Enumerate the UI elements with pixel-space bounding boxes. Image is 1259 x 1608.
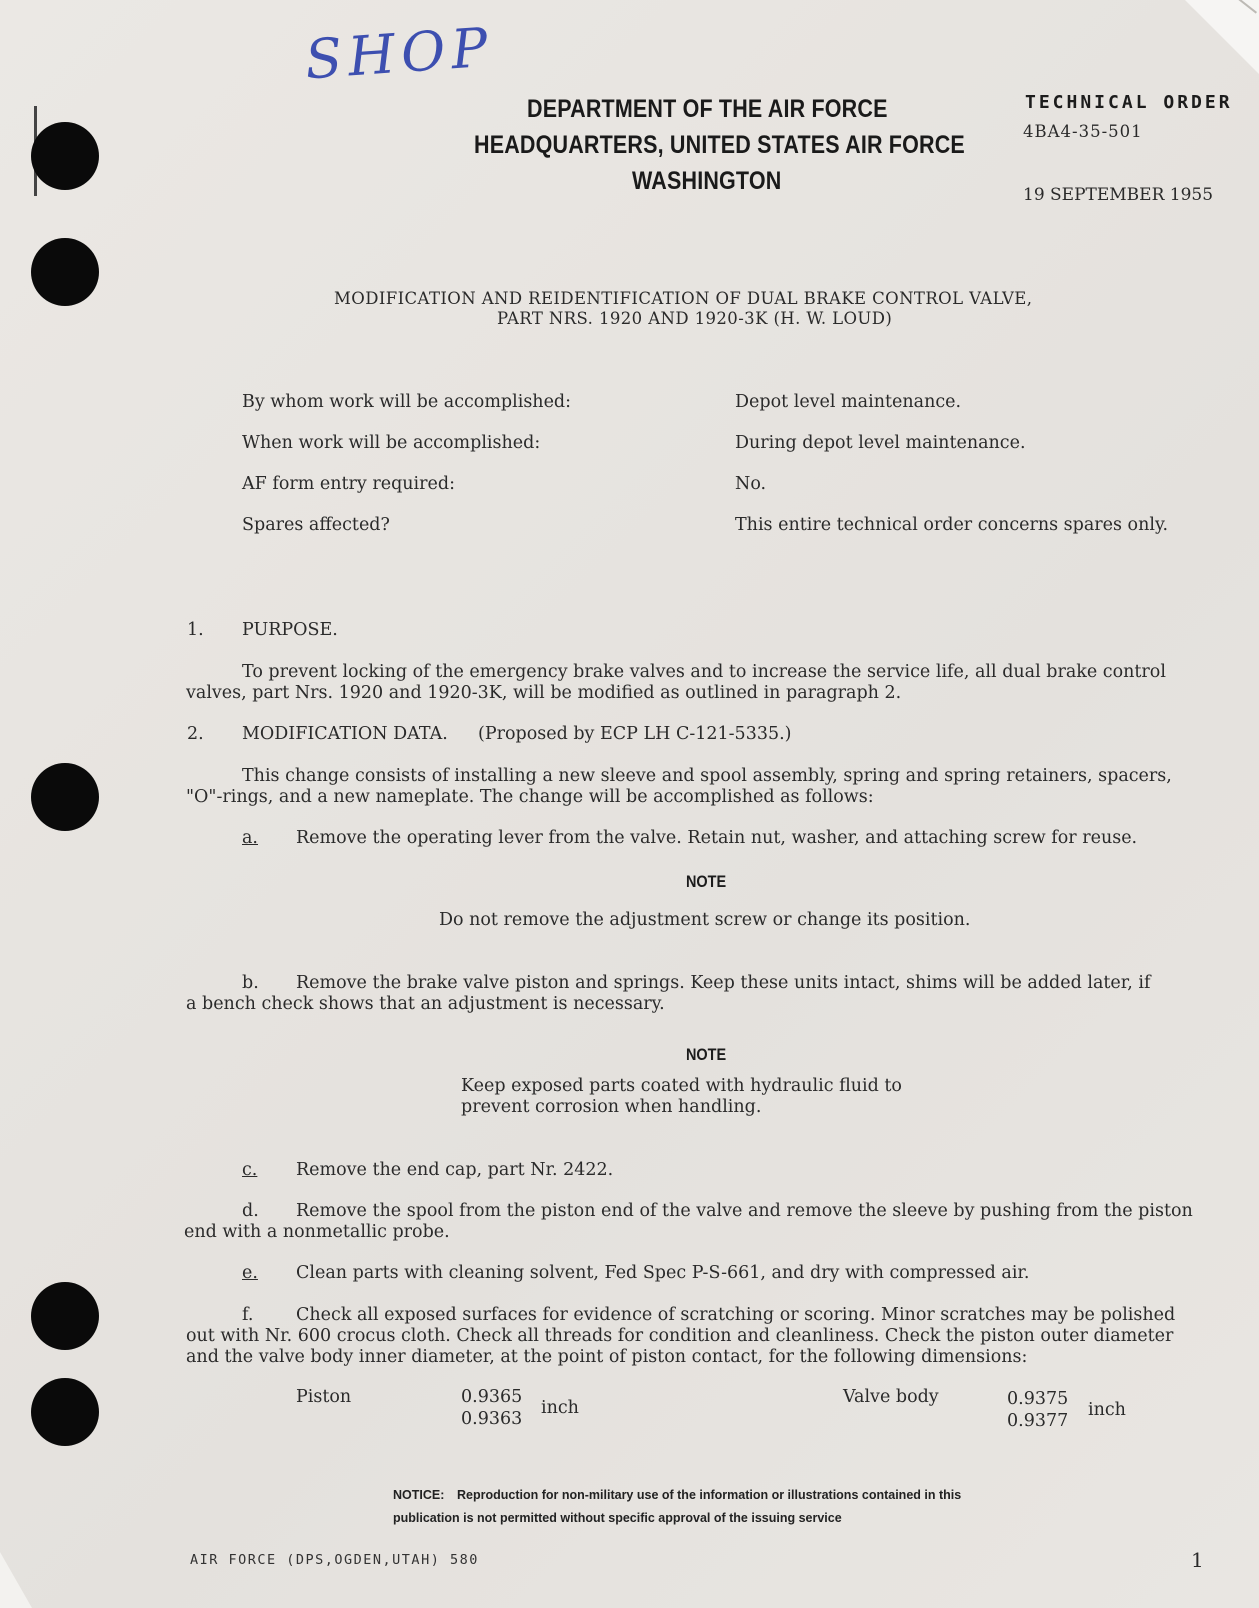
header-headquarters: HEADQUARTERS, UNITED STATES AIR FORCE <box>474 131 965 159</box>
document-title-line1: MODIFICATION AND REIDENTIFICATION OF DUAL BRAKE CONTROL VALVE, <box>334 289 1033 308</box>
header-city: WASHINGTON <box>632 167 782 195</box>
note1-text: Do not remove the adjustment screw or change its position. <box>439 910 971 930</box>
step-b-letter: b. <box>242 973 259 993</box>
info-label-af-form: AF form entry required: <box>242 474 455 494</box>
section1-para-line2: valves, part Nrs. 1920 and 1920-3K, will be modified as outlined in paragraph 2. <box>186 683 902 703</box>
header-department: DEPARTMENT OF THE AIR FORCE <box>527 95 888 123</box>
section1-para-line1: To prevent locking of the emergency brake valves and to increase the service life, all dual brake control <box>242 662 1166 682</box>
folded-corner-top-right <box>1185 0 1259 74</box>
step-f-line2: out with Nr. 600 crocus cloth. Check all threads for condition and cleanliness. Check the piston outer diameter <box>186 1326 1174 1346</box>
step-f-line1: Check all exposed surfaces for evidence of scratching or scoring. Minor scratches may be polished <box>296 1305 1176 1325</box>
info-label-spares: Spares affected? <box>242 515 390 535</box>
dimension-valve-body-name: Valve body <box>843 1387 939 1407</box>
technical-order-number: 4BA4-35-501 <box>1023 122 1143 141</box>
notice-line1: Reproduction for non-military use of the information or illustrations contained in this <box>457 1488 962 1502</box>
punch-hole-2 <box>31 238 99 306</box>
punch-hole-3 <box>31 763 99 831</box>
page-number: 1 <box>1191 1548 1204 1572</box>
info-value-spares: This entire technical order concerns spares only. <box>735 515 1169 535</box>
info-value-by-whom: Depot level maintenance. <box>735 392 962 412</box>
step-d-letter: d. <box>242 1201 259 1221</box>
dimension-piston-name: Piston <box>296 1387 352 1407</box>
punch-hole-1 <box>31 122 99 190</box>
notice-label: NOTICE: <box>393 1488 445 1502</box>
info-label-when: When work will be accomplished: <box>242 433 541 453</box>
dimension-piston-upper: 0.9365 <box>461 1387 523 1407</box>
step-d-line1: Remove the spool from the piston end of the valve and remove the sleeve by pushing from the piston <box>296 1201 1193 1221</box>
folded-corner-bottom-left <box>0 1552 32 1608</box>
step-b-line2: a bench check shows that an adjustment is necessary. <box>186 994 665 1014</box>
section2-heading: MODIFICATION DATA. <box>242 724 448 744</box>
info-label-by-whom: By whom work will be accomplished: <box>242 392 572 412</box>
section1-number: 1. <box>187 620 204 640</box>
section2-reference: (Proposed by ECP LH C-121-5335.) <box>478 724 792 744</box>
dimension-piston-unit: inch <box>541 1398 579 1418</box>
handwritten-note: SHOP <box>303 15 496 92</box>
section2-intro-line2: "O"-rings, and a new nameplate. The change will be accomplished as follows: <box>186 787 874 807</box>
footer-print-info: AIR FORCE (DPS,OGDEN,UTAH) 580 <box>190 1552 479 1568</box>
technical-order-label: TECHNICAL ORDER <box>1025 92 1233 113</box>
step-c-letter: c. <box>242 1160 258 1180</box>
step-c-text: Remove the end cap, part Nr. 2422. <box>296 1160 614 1180</box>
section1-heading: PURPOSE. <box>242 620 338 640</box>
note2-line2: prevent corrosion when handling. <box>461 1097 762 1117</box>
dimension-valve-body-unit: inch <box>1088 1400 1126 1420</box>
step-f-letter: f. <box>242 1305 254 1325</box>
info-value-when: During depot level maintenance. <box>735 433 1026 453</box>
info-value-af-form: No. <box>735 474 767 494</box>
step-a-text: Remove the operating lever from the valve. Retain nut, washer, and attaching screw for reuse. <box>296 828 1138 848</box>
dimension-valve-body-lower: 0.9377 <box>1007 1411 1069 1431</box>
step-d-line2: end with a nonmetallic probe. <box>184 1222 450 1242</box>
step-a-letter: a. <box>242 828 258 848</box>
document-title-line2: PART NRS. 1920 AND 1920-3K (H. W. LOUD) <box>497 309 893 328</box>
note2-line1: Keep exposed parts coated with hydraulic fluid to <box>461 1076 902 1096</box>
note2-heading: NOTE <box>686 1045 727 1064</box>
note1-heading: NOTE <box>686 872 727 891</box>
step-b-line1: Remove the brake valve piston and springs. Keep these units intact, shims will be added later, if <box>296 973 1151 993</box>
notice-line2: publication is not permitted without specific approval of the issuing service <box>393 1511 842 1525</box>
step-e-letter: e. <box>242 1263 258 1283</box>
technical-order-date: 19 SEPTEMBER 1955 <box>1023 185 1214 205</box>
step-e-text: Clean parts with cleaning solvent, Fed Spec P-S-661, and dry with compressed air. <box>296 1263 1030 1283</box>
step-f-line3: and the valve body inner diameter, at the point of piston contact, for the following dimensions: <box>186 1347 1028 1367</box>
section2-intro-line1: This change consists of installing a new sleeve and spool assembly, spring and spring retainers, spacers, <box>242 766 1172 786</box>
section2-number: 2. <box>187 724 204 744</box>
dimension-piston-lower: 0.9363 <box>461 1409 523 1429</box>
punch-hole-4 <box>31 1282 99 1350</box>
dimension-valve-body-upper: 0.9375 <box>1007 1389 1069 1409</box>
punch-hole-5 <box>31 1378 99 1446</box>
